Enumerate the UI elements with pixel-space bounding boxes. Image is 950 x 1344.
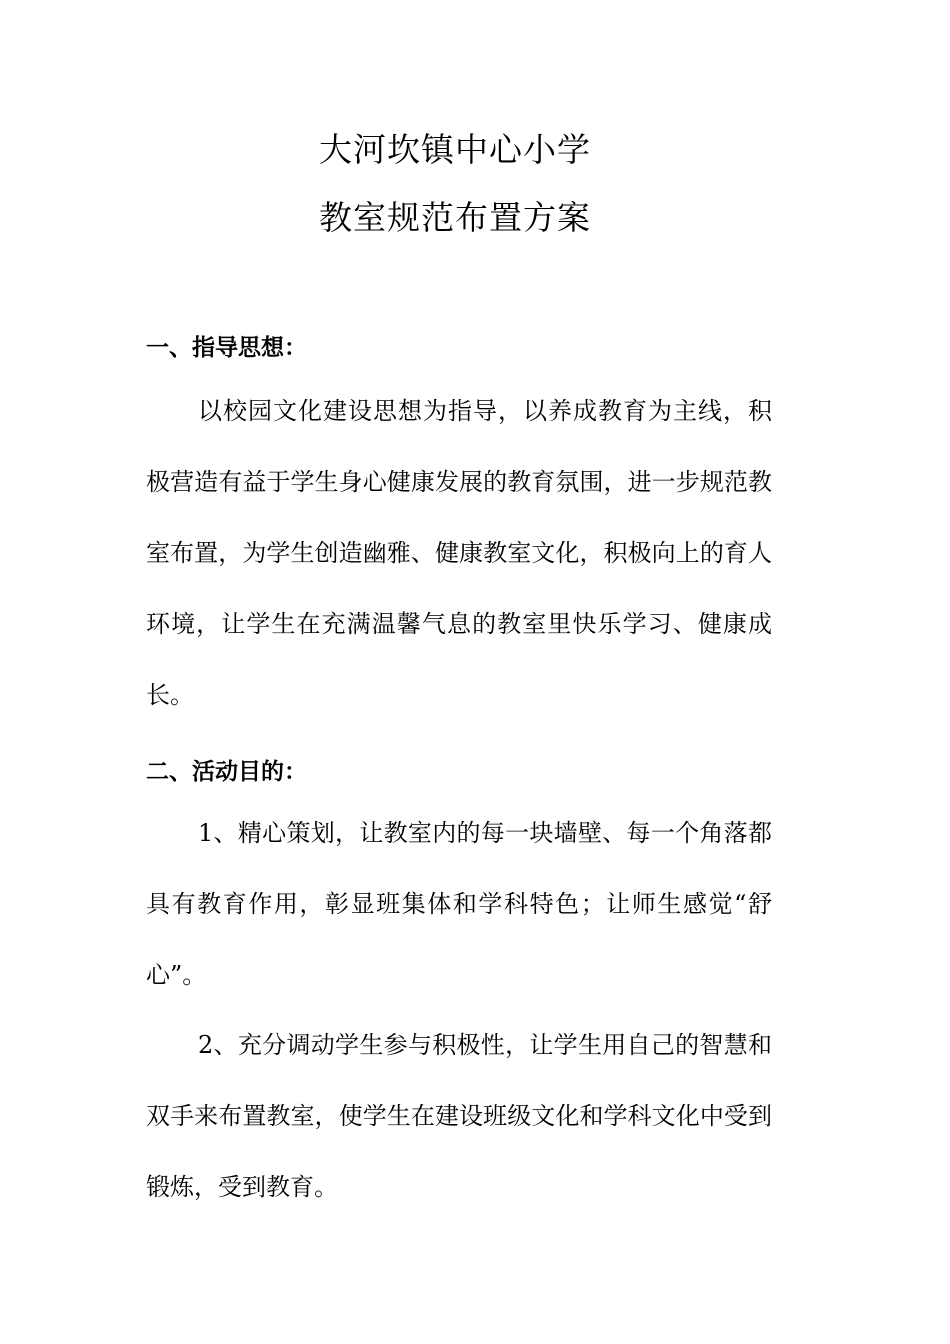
paragraph-guiding-ideology: 以校园文化建设思想为指导，以养成教育为主线，积极营造有益于学生身心健康发展的教育氛围，进一步规范教室布置，为学生创造幽雅、健康教室文化，积极向上的育人环境，让学生在充满温馨气息的教室里快乐学习、健康成长。 (146, 397, 772, 709)
paragraph-purpose-2: 2、充分调动学生参与积极性，让学生用自己的智慧和双手来布置教室，使学生在建设班级文化和学科文化中受到锻炼，受到教育。 (146, 1031, 772, 1201)
section-heading-guiding-ideology: 一、指导思想： (146, 335, 307, 361)
paragraph-purpose-1: 1、精心策划，让教室内的每一块墙壁、每一个角落都具有教育作用，彰显班集体和学科特色；让师生感觉“舒心”。 (146, 819, 772, 989)
section-heading-activity-purpose: 二、活动目的： (146, 759, 307, 785)
document-title-line-1: 大河坎镇中心小学 (319, 130, 591, 169)
document-title-line-2: 教室规范布置方案 (319, 198, 591, 237)
